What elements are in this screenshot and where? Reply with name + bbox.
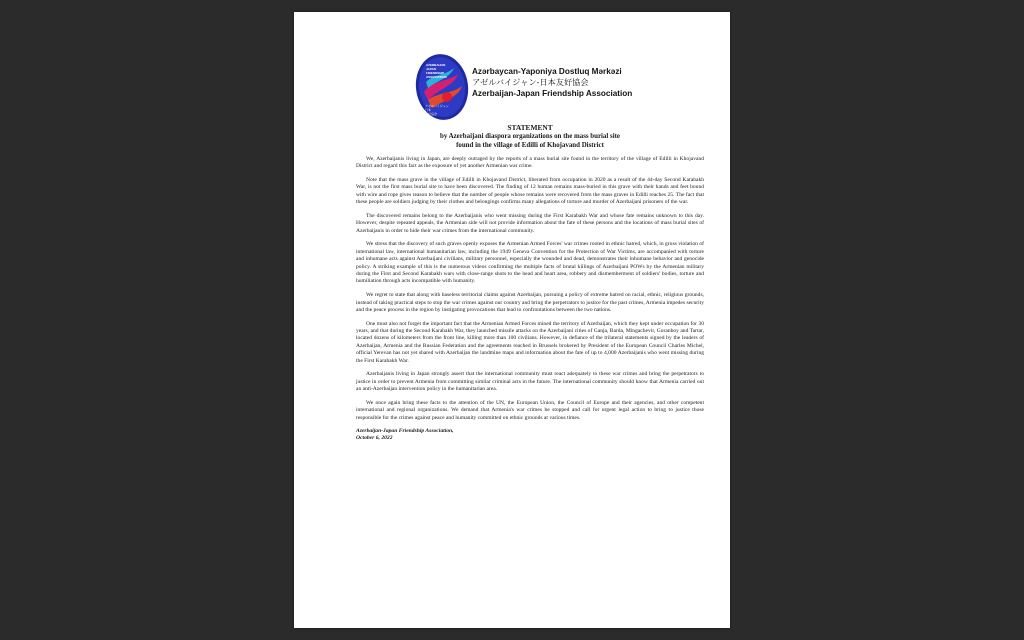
logo-emblem xyxy=(414,52,472,122)
paragraph: Note that the mass grave in the village of Edilli in Khojavand District, liberated from occupation in 2020 as a result of the 44-day Second Karabakh War, is not the first mass burial site to have been discovered. The finding of 12 human remains mass-buried in this grave with their hands and feet bound with wire and rope gives reason to believe that the number of people whose remains were recovered from the mass graves in Edilli reaches 25. The fact that these people are soldiers judging by their clothes and belongings confirms many allegations of torture and murder of Azerbaijani prisoners of the war. xyxy=(356,177,704,206)
title-line-1: STATEMENT xyxy=(507,123,553,132)
badge-line: JAPAN xyxy=(426,67,436,71)
badge-line: ASSOCIATION xyxy=(426,75,447,79)
badge-jp-line: 協会 xyxy=(431,112,438,116)
paragraph: One must also not forget the important fact that the Armenian Armed Forces mined the territory of Azerbaijan, which they kept under occupation for 30 years, and that during the Second Karabakh War, they launched missile attacks on the Azerbaijani cities of Ganja, Barda, Mingachevir, Goranboy and Tartar, located dozens of kilometers from the front line, killing more than 100 civilians. However, in defiance of the trilateral statements signed by the leaders of Azerbaijan, Armenia and the Russian Federation and the agreements reached in Brussels brokered by President of the European Council Charles Michel, official Yerevan has not yet shared with Azerbaijan the landmine maps and information about the fate of up to 4,000 Azerbaijanis who went missing during the First Karabakh War. xyxy=(356,320,704,364)
logo-name-japanese: アゼルバイジャン-日本友好協会 xyxy=(472,78,589,87)
badge-jp-line: アゼルバイジャン xyxy=(425,104,449,108)
statement-title xyxy=(356,123,704,150)
statement-body xyxy=(356,156,704,422)
title-line-2: by Azerbaijani diaspora organizations on the mass burial site xyxy=(440,133,620,140)
paragraph: We, Azerbaijanis living in Japan, are deeply outraged by the reports of a mass burial site found in the territory of the village of Edilli in Khojavand District and regard this fact as the exposure of yet another Armenian war crime. xyxy=(356,156,704,170)
logo-names xyxy=(472,66,632,99)
document-content xyxy=(356,123,704,443)
badge-jp-line: 友好 xyxy=(425,112,432,116)
document-page xyxy=(294,12,730,628)
paragraph: The discovered remains belong to the Azerbaijanis who went missing during the First Karabakh War and whose fate remains unknown to this day. However, despite repeated appeals, the Armenian side will not provide information about the fate of these persons and the locations of mass burial sites of Azerbaijanis in order to hide their war crimes from the international community. xyxy=(356,212,704,234)
paragraph: We once again bring these facts to the attention of the UN, the European Union, the Council of Europe and their agencies, and other competent international and regional organizations. We demand that Armenia's war crimes be stopped and call for urgent legal action to bring to justice those responsible for the crimes against peace and humanity committed on ethnic grounds at various times. xyxy=(356,399,704,421)
signature-date: October 6, 2022 xyxy=(356,435,393,442)
signature xyxy=(356,428,704,443)
paragraph: We stress that the discovery of such graves openly exposes the Armenian Armed Forces' war crimes rooted in ethnic hatred, which, in gross violation of international law, international humanitarian law, including the 1949 Geneva Convention for the Protection of War Victims, are accompanied with torture and inhumane acts against Azerbaijani civilians, military personnel, especially the wounded and dead, demonstrates their inhumane behavior and genocide policy. A striking example of this is the numerous videos confirming the multiple facts of brutal killings of Azerbaijani POWs by the Armenian military during the First and Second Karabakh wars with close-range shots to the head and heart area, robbery and dismemberment of soldiers' bodies, torture and humiliation through acts incompatible with humanity. xyxy=(356,241,704,285)
paragraph: We regret to state that along with baseless territorial claims against Azerbaijan, pursuing a policy of extreme hatred on racial, ethnic, religious grounds, instead of taking practical steps to stop the war crimes against our country and bring the perpetrators to justice for the past crimes, Armenia impedes security and the peace process in the region by instigating provocations that lead to confrontations between the two nations. xyxy=(356,292,704,313)
association-logo xyxy=(414,52,636,124)
badge-line: AZERBAIJAN xyxy=(426,63,446,67)
badge-line: FRIENDSHIP xyxy=(426,71,445,75)
logo-name-azerbaijani: Azərbaycan-Yaponiya Dostluq Mərkəzi xyxy=(472,67,622,76)
title-line-3: found in the village of Edilli of Khojavand District xyxy=(456,142,604,149)
badge-jp-line: 日本 xyxy=(425,108,432,112)
signature-org: Azerbaijan-Japan Friendship Association, xyxy=(356,428,454,435)
logo-name-english: Azerbaijan-Japan Friendship Association xyxy=(472,89,633,98)
paragraph: Azerbaijanis living in Japan strongly assert that the international community must react adequately to these war crimes and bring the perpetrators to justice in order to prevent Armenia from committing similar criminal acts in the future. The international community should know that Armenia carried out an anti-Azerbaijan intervention policy in the humanitarian area. xyxy=(356,371,704,393)
